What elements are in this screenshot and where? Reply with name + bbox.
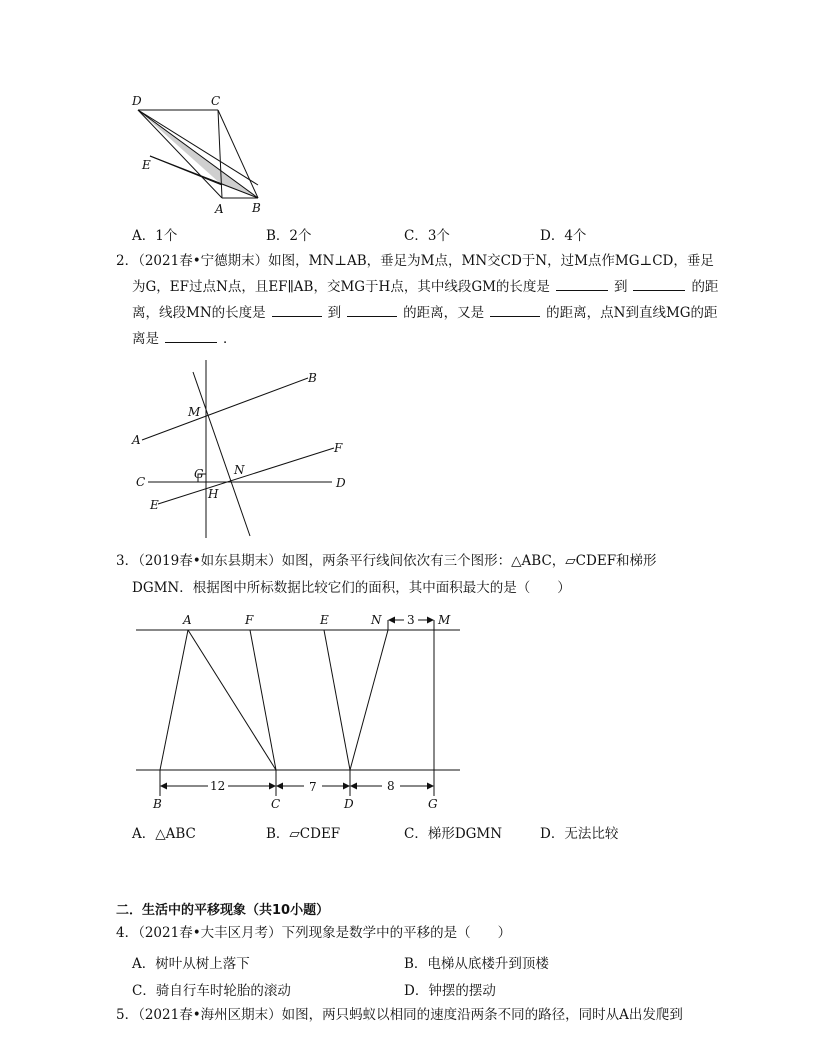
- q2-stem-line2b: 到: [613, 279, 628, 295]
- q5-number: 5．: [116, 1007, 139, 1023]
- q2-label-G: G: [194, 467, 204, 481]
- q1-option-a: A．1个: [132, 228, 178, 244]
- q2-stem-line2c: 的距: [691, 279, 719, 295]
- q4-option-b: B．电梯从底楼升到顶楼: [404, 956, 549, 972]
- q3-label-E: E: [320, 613, 329, 627]
- q2-label-E: E: [150, 498, 159, 512]
- q4-stem-text: 下列现象是数学中的平移的是（ ）: [281, 925, 512, 941]
- q2-line4: [132, 326, 237, 352]
- q3-label-A: A: [183, 613, 192, 627]
- q4-option-d: D．钟摆的摆动: [404, 983, 496, 999]
- q2-stem-line3a: 离，线段MN的长度是: [132, 305, 266, 321]
- q5-stem-text: 如图，两只蚂蚁以相同的速度沿两条不同的路径，同时从A出发爬到: [281, 1007, 683, 1023]
- q2-label-F: F: [334, 441, 343, 455]
- q2-stem-line3c: 的距离，又是: [403, 305, 485, 321]
- q1-option-c: C．3个: [404, 228, 450, 244]
- q4-number: 4．: [116, 925, 139, 941]
- q1-label-E: E: [142, 158, 151, 172]
- q3-dim-cd: 7: [309, 780, 317, 794]
- q3-label-G: G: [428, 797, 438, 811]
- q2-stem-line2a: 为G，EF过点N点，且EF∥AB，交MG于H点，其中线段GM的长度是: [132, 279, 550, 295]
- q3-stem-line2: DGMN．根据图中所标数据比较它们的面积，其中面积最大的是（ ）: [132, 580, 571, 596]
- q3-option-a: A．△ABC: [132, 826, 196, 842]
- q2-line2: [132, 274, 718, 300]
- q3-option-c: C．梯形DGMN: [404, 826, 503, 842]
- q3-dim-bc: 12: [210, 779, 226, 793]
- q2-source: （2021春•宁德期末）: [138, 253, 269, 269]
- q3-label-F: F: [245, 613, 254, 627]
- q2-stem-line1: 如图，MN⊥AB，垂足为M点，MN交CD于N，过M点作MG⊥CD，垂足: [268, 253, 714, 269]
- q2-line1: [116, 248, 714, 274]
- q2-figure: [128, 358, 358, 542]
- q2-label-D: D: [336, 476, 346, 490]
- q3-number: 3．: [116, 553, 139, 569]
- q2-stem-line3b: 到: [327, 305, 342, 321]
- q2-label-A: A: [132, 433, 141, 447]
- q1-option-d: D．4个: [540, 228, 587, 244]
- q2-blank-3[interactable]: [272, 302, 322, 317]
- q2-label-B: B: [308, 371, 317, 385]
- q3-stem-line1: 如图，两条平行线间依次有三个图形：△ABC，▱CDEF和梯形: [281, 553, 657, 569]
- q2-stem-line4b: ．: [223, 331, 237, 347]
- q4-option-a: A．树叶从树上落下: [132, 956, 250, 972]
- q1-option-b: B．2个: [266, 228, 312, 244]
- q3-figure: [128, 606, 468, 818]
- q2-label-C: C: [136, 475, 146, 489]
- q2-number: 2．: [116, 253, 139, 269]
- q1-label-C: C: [211, 94, 221, 108]
- q3-dim-dg: 8: [387, 779, 395, 793]
- q4-stem: [116, 920, 511, 946]
- q3-label-N: N: [371, 613, 382, 627]
- q3-label-C: C: [271, 797, 281, 811]
- section-title: 二．生活中的平移现象（共10小题）: [116, 903, 330, 918]
- q4-option-c: C．骑自行车时轮胎的滚动: [132, 983, 291, 999]
- q3-line2: [132, 575, 571, 601]
- q1-label-A: A: [215, 202, 224, 216]
- q3-option-b: B．▱CDEF: [266, 826, 341, 842]
- q2-stem-line3d: 的距离，点N到直线MG的距: [546, 305, 718, 321]
- q5-stem: [116, 1002, 683, 1028]
- q1-label-D: D: [132, 94, 142, 108]
- q2-blank-5[interactable]: [490, 302, 540, 317]
- q5-source: （2021春•海州区期末）: [138, 1007, 282, 1023]
- q2-label-M: M: [188, 405, 201, 419]
- q2-line3: [132, 300, 718, 326]
- q2-label-N: N: [234, 463, 245, 477]
- q2-label-H: H: [208, 487, 219, 501]
- q2-blank-6[interactable]: [165, 328, 217, 343]
- q2-blank-4[interactable]: [347, 302, 397, 317]
- q3-label-M: M: [438, 613, 451, 627]
- q1-figure: [128, 90, 268, 220]
- q3-line1: [116, 548, 657, 574]
- q3-source: （2019春•如东县期末）: [138, 553, 282, 569]
- q3-dim-nm: 3: [407, 613, 415, 627]
- q2-blank-2[interactable]: [633, 276, 685, 291]
- q3-label-B: B: [153, 797, 162, 811]
- q1-label-B: B: [252, 201, 261, 215]
- q3-label-D: D: [344, 797, 354, 811]
- q2-blank-1[interactable]: [556, 276, 608, 291]
- q2-stem-line4a: 离是: [132, 331, 159, 347]
- q4-source: （2021春•大丰区月考）: [138, 925, 282, 941]
- q3-option-d: D．无法比较: [540, 826, 619, 842]
